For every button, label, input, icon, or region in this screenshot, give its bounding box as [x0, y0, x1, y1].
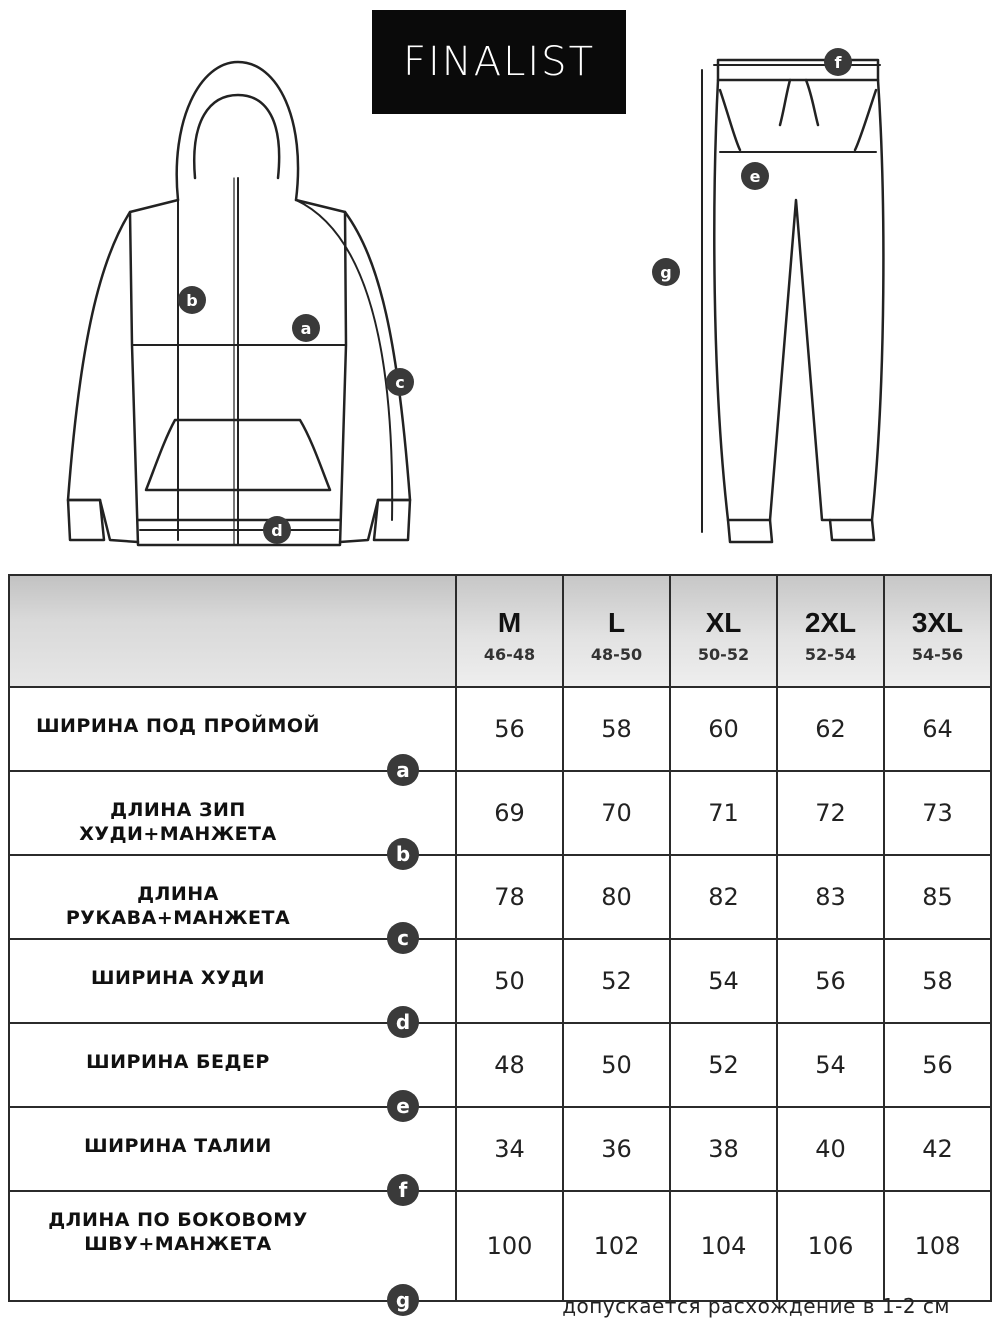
value-cell: 71 — [670, 771, 777, 855]
table-row — [9, 939, 991, 1023]
value-cell: 58 — [563, 687, 670, 771]
size-range: 48-50 — [590, 644, 643, 664]
value-cell: 36 — [563, 1107, 670, 1191]
table-row — [9, 1191, 991, 1301]
size-header-xl — [670, 575, 777, 687]
row-label: ШИРИНА ХУДИ — [90, 967, 266, 989]
size-header-2xl — [777, 575, 884, 687]
marker-badge: b — [387, 838, 419, 870]
marker-badge: g — [387, 1284, 419, 1316]
value-cell: 72 — [777, 771, 884, 855]
value-cell: 82 — [670, 855, 777, 939]
value-cell: 69 — [456, 771, 563, 855]
tolerance-note: допускается расхождение в 1-2 см — [562, 1294, 950, 1318]
size-header-3xl — [884, 575, 991, 687]
table-row — [9, 771, 991, 855]
value-cell: 42 — [884, 1107, 991, 1191]
table-row — [9, 687, 991, 771]
value-cell: 102 — [563, 1191, 670, 1301]
marker-a-label: a — [300, 319, 312, 338]
marker-g-label: g — [660, 263, 672, 282]
row-label: ДЛИНА РУКАВА+МАНЖЕТА — [65, 883, 291, 929]
marker-badge: e — [387, 1090, 419, 1122]
size-code: XL — [705, 606, 742, 638]
row-label: ШИРИНА БЕДЕР — [86, 1051, 270, 1073]
table-row — [9, 855, 991, 939]
value-cell: 60 — [670, 687, 777, 771]
value-cell: 70 — [563, 771, 670, 855]
size-range: 54-56 — [911, 644, 964, 664]
marker-e-label: e — [749, 167, 761, 186]
value-cell: 52 — [670, 1023, 777, 1107]
marker-d-label: d — [271, 521, 283, 540]
size-header-row — [9, 575, 991, 687]
marker-b-label: b — [186, 291, 198, 310]
value-cell: 56 — [456, 687, 563, 771]
value-cell: 40 — [777, 1107, 884, 1191]
value-cell: 78 — [456, 855, 563, 939]
size-code: L — [607, 606, 626, 638]
value-cell: 83 — [777, 855, 884, 939]
brand-logo-text: FINALIST — [403, 39, 595, 85]
brand-logo — [372, 10, 626, 114]
value-cell: 50 — [456, 939, 563, 1023]
value-cell: 56 — [777, 939, 884, 1023]
value-cell: 52 — [563, 939, 670, 1023]
header-blank-cell — [9, 575, 456, 687]
row-label: ШИРИНА ПОД ПРОЙМОЙ — [36, 715, 320, 737]
value-cell: 106 — [777, 1191, 884, 1301]
value-cell: 54 — [777, 1023, 884, 1107]
size-range: 50-52 — [697, 644, 750, 664]
value-cell: 64 — [884, 687, 991, 771]
marker-c-label: c — [395, 373, 405, 392]
marker-badge: f — [387, 1174, 419, 1206]
size-code: 2XL — [804, 606, 857, 638]
size-range: 52-54 — [804, 644, 857, 664]
value-cell: 85 — [884, 855, 991, 939]
size-header-m — [456, 575, 563, 687]
row-label: ШИРИНА ТАЛИИ — [84, 1135, 272, 1157]
size-range: 46-48 — [483, 644, 536, 664]
value-cell: 58 — [884, 939, 991, 1023]
table-row — [9, 1023, 991, 1107]
value-cell: 73 — [884, 771, 991, 855]
value-cell: 62 — [777, 687, 884, 771]
value-cell: 56 — [884, 1023, 991, 1107]
marker-badge: a — [387, 754, 419, 786]
marker-badge: c — [387, 922, 419, 954]
table-row — [9, 1107, 991, 1191]
value-cell: 108 — [884, 1191, 991, 1301]
size-header-l — [563, 575, 670, 687]
size-code: 3XL — [911, 606, 964, 638]
row-label: ДЛИНА ПО БОКОВОМУ ШВУ+МАНЖЕТА — [48, 1209, 308, 1255]
value-cell: 100 — [456, 1191, 563, 1301]
row-label: ДЛИНА ЗИП ХУДИ+МАНЖЕТА — [79, 799, 277, 845]
size-code: M — [497, 606, 522, 638]
value-cell: 38 — [670, 1107, 777, 1191]
value-cell: 34 — [456, 1107, 563, 1191]
value-cell: 54 — [670, 939, 777, 1023]
value-cell: 104 — [670, 1191, 777, 1301]
value-cell: 50 — [563, 1023, 670, 1107]
marker-badge: d — [387, 1006, 419, 1038]
value-cell: 48 — [456, 1023, 563, 1107]
value-cell: 80 — [563, 855, 670, 939]
marker-f-label: f — [834, 53, 842, 72]
